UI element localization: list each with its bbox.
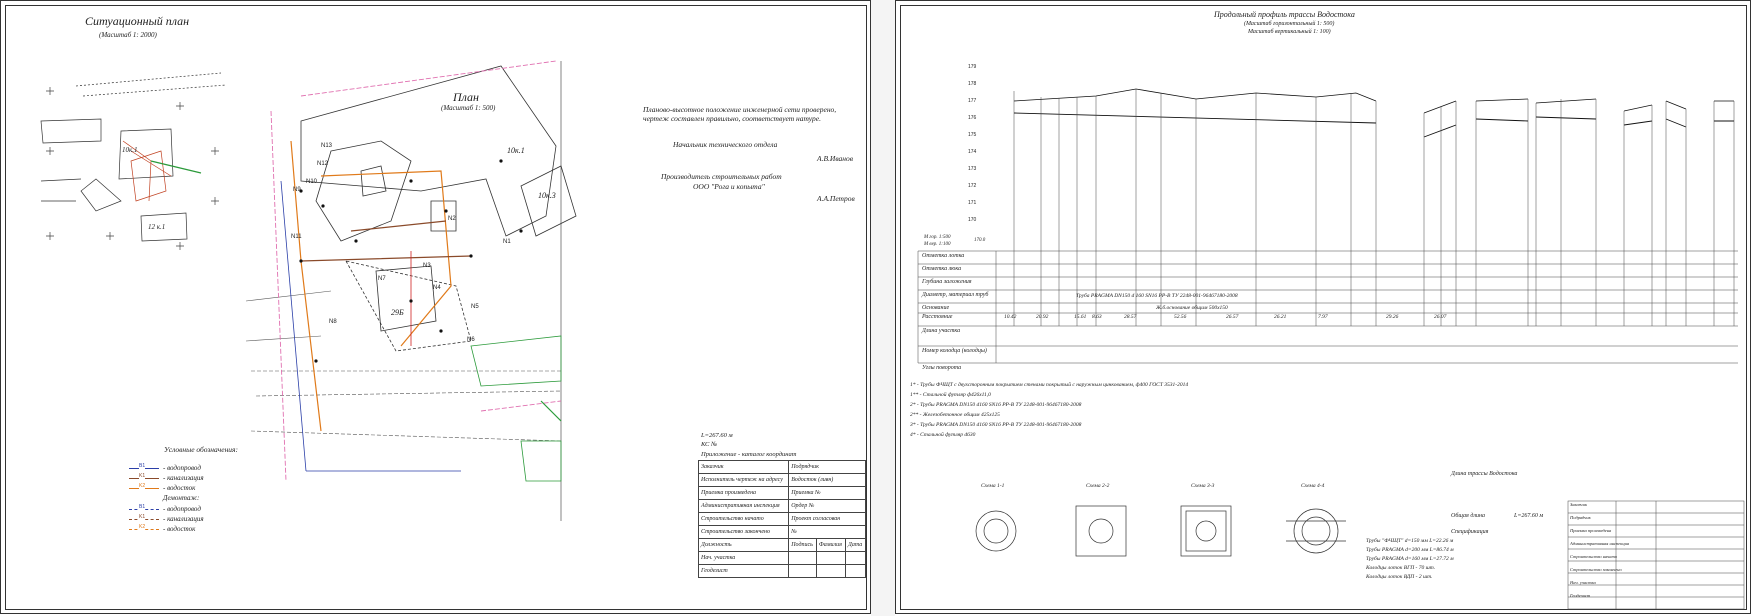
profile-note: 1** - Стальной футляр ф426х11,0 bbox=[910, 392, 991, 398]
legend-code: K2 bbox=[139, 483, 146, 489]
total-length-value: L=267.60 м bbox=[1514, 513, 1544, 519]
contractor-name: А.А.Петров bbox=[817, 194, 855, 203]
title-block-column-header: Подпись bbox=[789, 539, 817, 552]
elevation-tick-label: 179 bbox=[968, 64, 977, 70]
node-label: N12 bbox=[317, 161, 329, 167]
profile-title: Продольный профиль трассы Водостока bbox=[1214, 10, 1355, 19]
appendix-note: Приложение - каталог координат bbox=[701, 451, 797, 458]
section-drawings bbox=[976, 506, 1346, 556]
title-block-cell: Приемка произведена bbox=[1570, 528, 1612, 533]
spec-title: Спецификация bbox=[1451, 529, 1489, 535]
spec-line: Колодцы лоток ВДП - 2 шт. bbox=[1366, 574, 1433, 580]
title-block-column-header: Дата bbox=[846, 539, 866, 552]
elevation-tick-label: 173 bbox=[968, 166, 977, 172]
profile-sheet bbox=[895, 0, 1751, 614]
spec-line: Трубы PRAGMA d=200 мм L=86.74 м bbox=[1366, 547, 1454, 553]
legend-demolition-title: Демонтаж: bbox=[163, 494, 200, 502]
elevation-tick-label: 171 bbox=[968, 200, 977, 206]
node-label: N7 bbox=[378, 276, 386, 282]
title-block-cell bbox=[789, 552, 817, 565]
dept-head-name: А.В.Иванов bbox=[817, 154, 854, 163]
distance-value: 52.56 bbox=[1174, 314, 1187, 320]
distance-value: 7.97 bbox=[1318, 314, 1328, 320]
profile-drawing bbox=[896, 1, 1751, 614]
plan-scale: (Масштаб 1: 500) bbox=[441, 104, 496, 112]
sheet-gap bbox=[871, 0, 895, 616]
node-label: N13 bbox=[321, 143, 333, 149]
title-block-cell bbox=[816, 552, 845, 565]
situation-and-plan-sheet bbox=[0, 0, 871, 614]
legend-label: - водопровод bbox=[163, 464, 201, 472]
legend-label: - водосток bbox=[163, 525, 196, 533]
title-block-cell: Строительство закончено bbox=[699, 526, 789, 539]
title-block-cell: Геодезист bbox=[1570, 593, 1591, 598]
title-block-cell: Ордер № bbox=[789, 500, 866, 513]
elevation-tick-label: 172 bbox=[968, 183, 977, 189]
node-label: N5 bbox=[471, 304, 479, 310]
title-block-cell: Исполнитель чертеж на адресу bbox=[699, 474, 789, 487]
section-label: Схема 2-2 bbox=[1086, 483, 1110, 489]
title-block-cell: Заказчик bbox=[699, 461, 789, 474]
profile-note: 4* - Стальной футляр d630 bbox=[910, 432, 976, 438]
profile-row-label: Глубина заложения bbox=[922, 279, 972, 285]
title-block-cell: Строительство начато bbox=[699, 513, 789, 526]
title-block-cell: Заказчик bbox=[1570, 502, 1587, 507]
distance-value: 15.61 bbox=[1074, 314, 1087, 320]
section-label: Схема 4-4 bbox=[1301, 483, 1325, 489]
section-label: Схема 1-1 bbox=[981, 483, 1005, 489]
situation-plan-map bbox=[41, 73, 226, 241]
profile-row-label: Диаметр, материал труб bbox=[922, 292, 989, 298]
node-label: N8 bbox=[329, 319, 337, 325]
title-block-cell: Строительство начато bbox=[1570, 554, 1618, 559]
profile-scale-h: (Масштаб горизонтальный 1: 500) bbox=[1244, 21, 1335, 27]
node-label: N2 bbox=[448, 216, 456, 222]
profile-row-label: Номер колодца (колодцы) bbox=[922, 348, 987, 354]
base-spec: Ж.б.основание общим 500х150 bbox=[1156, 305, 1228, 311]
node-label: N4 bbox=[433, 285, 441, 291]
title-block-cell: Нач. участка bbox=[1570, 580, 1596, 585]
title-block-column-header: Фамилия bbox=[816, 539, 845, 552]
legend-code: K2 bbox=[139, 524, 146, 530]
node-label: N11 bbox=[291, 234, 302, 240]
elevation-tick-label: 174 bbox=[968, 149, 977, 155]
legend-item bbox=[129, 515, 269, 524]
elevation-tick-label: 177 bbox=[968, 98, 977, 104]
distance-values bbox=[996, 315, 1736, 325]
spec-line: Трубы "ФЧЩТ" d=150 мм L=22.26 м bbox=[1366, 538, 1454, 544]
route-length: L=267.60 м bbox=[701, 432, 733, 439]
profile-row-label: Основание bbox=[922, 305, 950, 311]
title-block-cell bbox=[846, 565, 866, 578]
ground-line bbox=[1014, 89, 1734, 113]
section-labels bbox=[896, 484, 1751, 496]
legend-code: K1 bbox=[139, 514, 146, 520]
elevation-tick-label: 178 bbox=[968, 81, 977, 87]
title-block-cell: Административная инспекция bbox=[699, 500, 789, 513]
title-block-cell bbox=[846, 552, 866, 565]
distance-value: 29.26 bbox=[1386, 314, 1399, 320]
title-block-cell: Водосток (ливн) bbox=[789, 474, 866, 487]
situation-building-label: 12 к.1 bbox=[148, 223, 166, 231]
spec-line: Колодцы лоток ВГП - 70 шт. bbox=[1366, 565, 1436, 571]
profile-note: 3* - Трубы PRAGMA DN150 d160 SN16 PP-B ТУ 2248-001-96467180-2008 bbox=[910, 422, 1082, 428]
legend-label: - канализация bbox=[163, 515, 204, 523]
length-title: Длина трассы Водостока bbox=[1451, 471, 1518, 477]
title-block-cell: Проект согласован bbox=[789, 513, 866, 526]
title-block-column-header: Должность bbox=[699, 539, 789, 552]
distance-value: 26.21 bbox=[1274, 314, 1287, 320]
legend-label: - канализация bbox=[163, 474, 204, 482]
title-block-cell: Нач. участка bbox=[699, 552, 789, 565]
total-length-label: Общая длина bbox=[1451, 513, 1485, 519]
title-block-cell: Геодезист bbox=[699, 565, 789, 578]
title-block-cell: Подрядчик bbox=[1570, 515, 1591, 520]
situation-plan-title: Ситуационный план bbox=[85, 14, 190, 28]
contractor-role: Производитель строительных работ bbox=[661, 172, 782, 181]
section-label: Схема 3-3 bbox=[1191, 483, 1215, 489]
profile-note: 2* - Трубы PRAGMA DN150 d160 SN16 PP-B ТУ 2248-001-96467180-2008 bbox=[910, 402, 1082, 408]
datum: 170.0 bbox=[974, 238, 986, 243]
profile-note: 2** - Железобетонное общим 425х125 bbox=[910, 412, 1000, 418]
elevation-tick-label: 175 bbox=[968, 132, 977, 138]
plan-building-label: 10к.3 bbox=[538, 191, 556, 200]
node-label: N6 bbox=[467, 337, 475, 343]
plan-green-zones bbox=[471, 336, 561, 481]
elevation-tick-label: 176 bbox=[968, 115, 977, 121]
legend-item bbox=[129, 525, 269, 534]
legend-item bbox=[129, 484, 269, 493]
legend-code: B1 bbox=[139, 504, 146, 510]
title-block-cell: Подрядчик bbox=[789, 461, 866, 474]
profile-row-label: Углы поворота bbox=[922, 365, 962, 371]
title-block-cell bbox=[816, 565, 845, 578]
node-label: N9 bbox=[293, 187, 301, 193]
node-label: N3 bbox=[423, 263, 431, 269]
legend-code: B1 bbox=[139, 463, 146, 469]
scale-note-v: М вер. 1:100 bbox=[924, 242, 951, 247]
profile-row-label: Отметка люка bbox=[922, 266, 962, 272]
legend-label: - водопровод bbox=[163, 505, 201, 513]
distance-value: 8.63 bbox=[1092, 314, 1102, 320]
legend-code: K1 bbox=[139, 473, 146, 479]
profile-note: 1* - Трубы ФЧЩТ с двухсторонним покрытием стенами покрытый с наружным цинкованием, ф400 ГОСТ 3531-2014 bbox=[910, 382, 1189, 388]
profile-row-label: Длина участка bbox=[922, 328, 961, 334]
plan-networks bbox=[281, 141, 561, 471]
profile-scale-v: Масштаб вертикальный 1: 100) bbox=[1248, 29, 1331, 35]
scale-note-h: М гор. 1:500 bbox=[924, 235, 951, 240]
distance-value: 28.57 bbox=[1124, 314, 1137, 320]
title-block-cell: Приемка произведена bbox=[699, 487, 789, 500]
situation-plan-crosses bbox=[46, 87, 219, 250]
title-block-cell: Приемка № bbox=[789, 487, 866, 500]
situation-plan-scale: (Масштаб 1: 2000) bbox=[99, 31, 157, 39]
pipe-spec: Труба PRAGMA DN150 d 160 SN16 PP-B ТУ 2248-001-96467180-2008 bbox=[1076, 293, 1238, 299]
spec-line: Трубы PRAGMA d=160 мм L=27.72 м bbox=[1366, 556, 1454, 562]
title-block-cell: Административная инспекция bbox=[1570, 541, 1629, 546]
kc-number: КС № bbox=[701, 441, 718, 448]
plan-buildings bbox=[301, 66, 576, 351]
elevation-tick-label: 170 bbox=[968, 217, 977, 223]
plan-title: План bbox=[453, 90, 479, 104]
title-block-cell: № bbox=[789, 526, 866, 539]
plan-building-label: 10к.1 bbox=[507, 146, 525, 155]
contractor-org: ООО "Рога и копыта" bbox=[693, 182, 765, 191]
plan-building-label: 29Б bbox=[391, 308, 404, 317]
node-label: N1 bbox=[503, 239, 511, 245]
legend bbox=[129, 446, 269, 536]
dept-head-role: Начальник технического отдела bbox=[673, 140, 778, 149]
title-block bbox=[698, 460, 866, 578]
legend-item bbox=[129, 505, 269, 514]
node-label: N10 bbox=[306, 179, 318, 185]
distance-value: 10.42 bbox=[1004, 314, 1017, 320]
pipe-line bbox=[1014, 113, 1734, 137]
legend-title: Условные обозначения: bbox=[164, 445, 239, 454]
profile-row-label: Расстояние bbox=[922, 314, 953, 320]
plan-roads bbox=[246, 61, 561, 521]
situation-building-label: 10к.1 bbox=[122, 146, 138, 154]
plan-pink-boundary bbox=[271, 61, 561, 481]
legend-label: - водосток bbox=[163, 484, 196, 492]
title-block-cell: Строительство закончено bbox=[1570, 567, 1622, 572]
distance-value: 26.07 bbox=[1434, 314, 1447, 320]
legend-item bbox=[129, 474, 269, 483]
title-block-cell bbox=[789, 565, 817, 578]
distance-value: 20.92 bbox=[1036, 314, 1049, 320]
profile-table-rows bbox=[896, 1, 996, 371]
distance-value: 26.57 bbox=[1226, 314, 1239, 320]
legend-item bbox=[129, 464, 269, 473]
approval-statement: Планово-высотное положение инженерной сети проверено, чертеж составлен правильно, соответствует натуре. bbox=[643, 105, 837, 124]
profile-row-label: Отметка лотка bbox=[922, 253, 965, 259]
